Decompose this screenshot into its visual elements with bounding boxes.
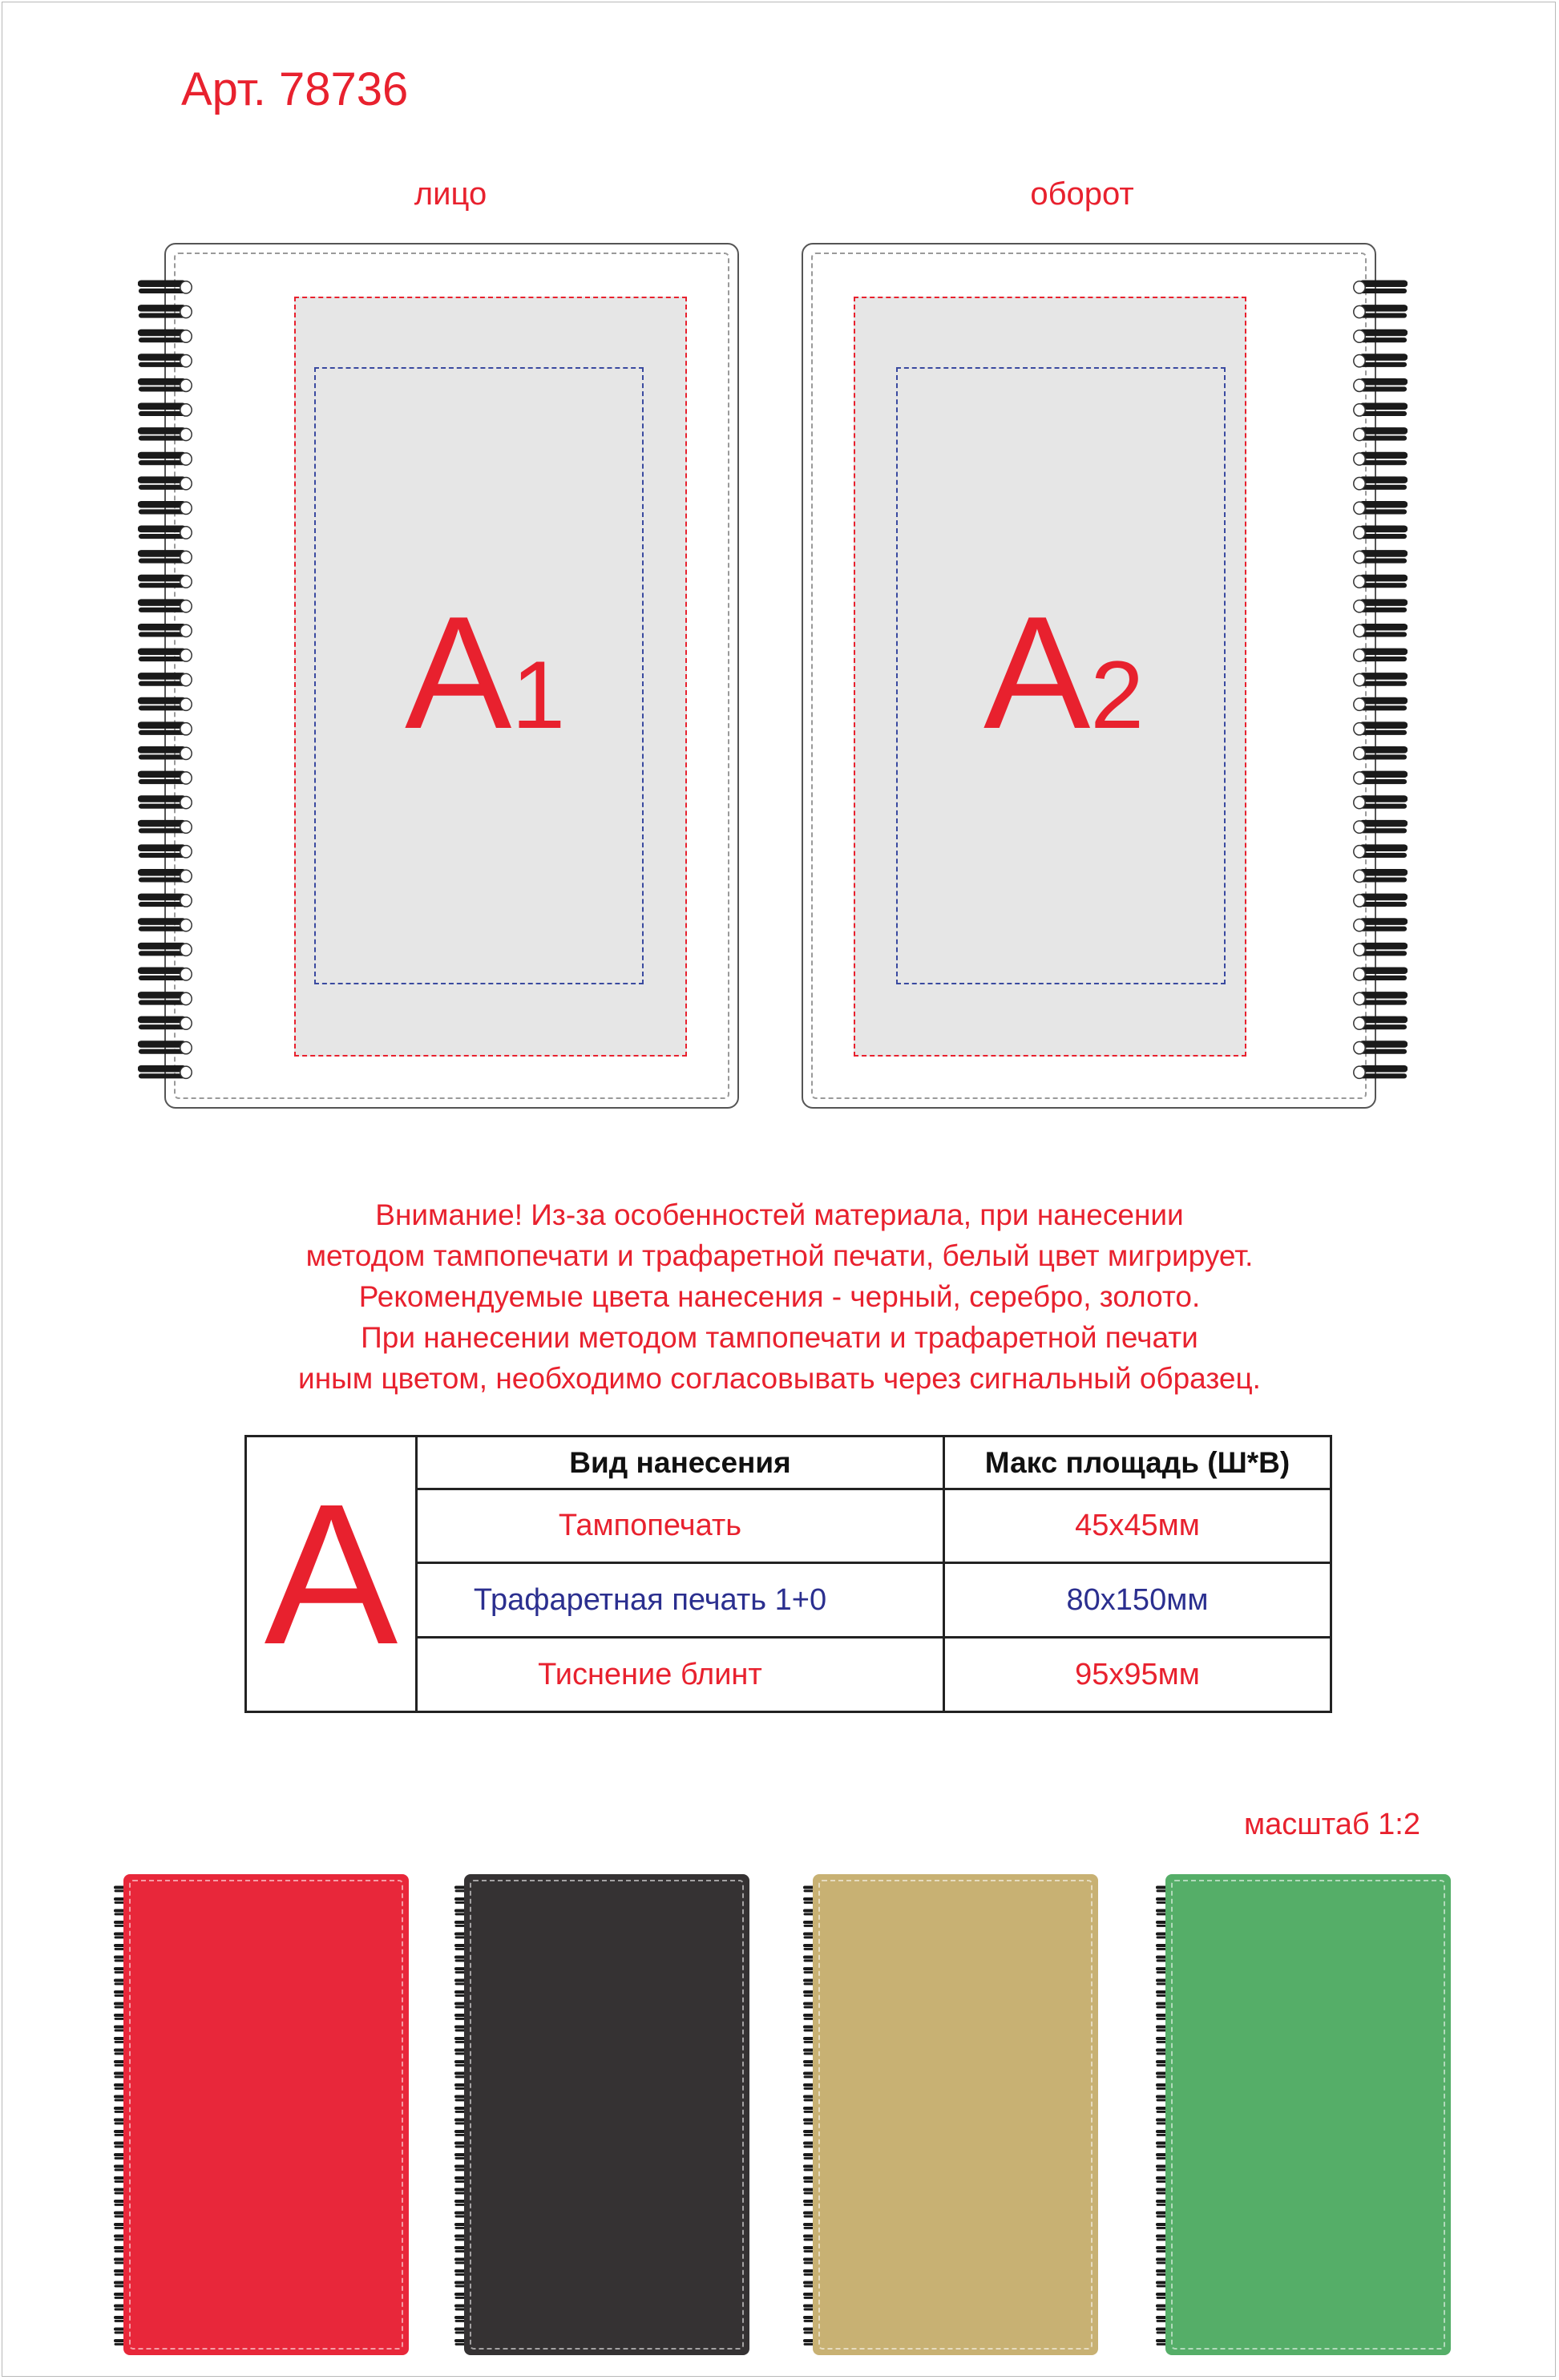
header-method: Вид нанесения bbox=[569, 1445, 791, 1479]
mini-cover-stitching bbox=[129, 1880, 403, 2350]
spiral-ring bbox=[1354, 1042, 1404, 1054]
spiral-ring bbox=[141, 576, 192, 588]
spiral-ring bbox=[1354, 453, 1404, 465]
zone-letter-cell bbox=[247, 1437, 415, 1711]
spiral-ring bbox=[141, 968, 192, 980]
article-title: Арт. 78736 bbox=[181, 63, 409, 115]
notice-line: иным цветом, необходимо согласовывать через сигнальный образец. bbox=[298, 1362, 1261, 1395]
notice-line: При нанесении методом тампопечати и трафаретной печати bbox=[361, 1321, 1198, 1354]
spiral-ring bbox=[141, 1017, 192, 1029]
method-cell: Тампопечать bbox=[558, 1509, 742, 1542]
spiral-ring bbox=[141, 453, 192, 465]
spiral-ring bbox=[141, 281, 192, 293]
spiral-ring bbox=[1354, 870, 1404, 882]
spiral-ring bbox=[141, 428, 192, 440]
spiral-ring bbox=[141, 551, 192, 563]
spiral-ring bbox=[1354, 649, 1404, 661]
spiral-ring bbox=[141, 305, 192, 317]
color-variant-kraft bbox=[802, 1874, 1098, 2355]
spiral-binding-front bbox=[138, 273, 202, 1082]
color-variant-black bbox=[453, 1874, 749, 2355]
spiral-ring bbox=[141, 1042, 192, 1054]
spiral-ring bbox=[1354, 1017, 1404, 1029]
spiral-ring bbox=[141, 478, 192, 490]
spiral-ring bbox=[1354, 478, 1404, 490]
spiral-binding-back bbox=[1343, 273, 1408, 1082]
color-variant-green bbox=[1154, 1874, 1451, 2355]
spiral-ring bbox=[1354, 305, 1404, 317]
back-view-label: оборот bbox=[1030, 176, 1134, 212]
scale-label: масштаб 1:2 bbox=[1244, 1808, 1421, 1841]
mini-cover-stitching bbox=[818, 1880, 1093, 2350]
spiral-ring bbox=[141, 772, 192, 784]
spiral-ring bbox=[1354, 992, 1404, 1004]
spiral-ring bbox=[141, 624, 192, 636]
spiral-ring bbox=[141, 600, 192, 612]
max-area-cell: 80x150мм bbox=[1066, 1582, 1209, 1617]
spiral-ring bbox=[1354, 723, 1404, 735]
method-cell: Тиснение блинт bbox=[538, 1657, 762, 1691]
spiral-ring bbox=[141, 723, 192, 735]
front-view-label: лицо bbox=[414, 176, 487, 212]
spiral-ring bbox=[1354, 796, 1404, 808]
spiral-ring bbox=[141, 404, 192, 416]
zone-a2-label: A2 bbox=[983, 584, 1145, 762]
spiral-ring bbox=[1354, 502, 1404, 514]
spiral-ring bbox=[1354, 846, 1404, 858]
spiral-ring bbox=[141, 527, 192, 539]
spiral-ring bbox=[1354, 747, 1404, 759]
spiral-ring bbox=[1354, 968, 1404, 980]
spiral-ring bbox=[141, 747, 192, 759]
spiral-coil-svg bbox=[138, 273, 202, 1082]
spiral-ring bbox=[1354, 600, 1404, 612]
spiral-ring bbox=[141, 649, 192, 661]
notice-line: Рекомендуемые цвета нанесения - черный, серебро, золото. bbox=[358, 1280, 1201, 1313]
spiral-ring bbox=[141, 895, 192, 907]
spiral-ring bbox=[1354, 895, 1404, 907]
mini-cover-stitching bbox=[1171, 1880, 1445, 2350]
spiral-ring bbox=[141, 919, 192, 931]
spiral-ring bbox=[1354, 698, 1404, 710]
notice-line: методом тампопечати и трафаретной печати, белый цвет мигрирует. bbox=[305, 1239, 1254, 1272]
mini-cover bbox=[123, 1874, 409, 2355]
color-variant-red bbox=[112, 1874, 409, 2355]
method-cell: Трафаретная печать 1+0 bbox=[473, 1582, 827, 1617]
spiral-ring bbox=[1354, 281, 1404, 293]
spiral-ring bbox=[1354, 1066, 1404, 1078]
spiral-ring bbox=[141, 992, 192, 1004]
spiral-ring bbox=[141, 796, 192, 808]
mini-cover bbox=[1165, 1874, 1451, 2355]
spiral-ring bbox=[1354, 551, 1404, 563]
spiral-ring bbox=[1354, 404, 1404, 416]
spiral-ring bbox=[141, 698, 192, 710]
mini-cover bbox=[813, 1874, 1098, 2355]
header-max-area: Макс площадь (Ш*В) bbox=[984, 1445, 1290, 1479]
spiral-ring bbox=[141, 502, 192, 514]
spiral-ring bbox=[1354, 919, 1404, 931]
spiral-ring bbox=[141, 846, 192, 858]
spiral-ring bbox=[1354, 624, 1404, 636]
spiral-ring bbox=[1354, 428, 1404, 440]
spiral-ring bbox=[141, 379, 192, 391]
mini-cover bbox=[464, 1874, 749, 2355]
spiral-ring bbox=[1354, 772, 1404, 784]
spiral-ring bbox=[1354, 330, 1404, 342]
spiral-ring bbox=[1354, 576, 1404, 588]
max-area-cell: 95x95мм bbox=[1075, 1657, 1200, 1691]
notice-line: Внимание! Из-за особенностей материала, при нанесении bbox=[375, 1198, 1184, 1231]
spiral-ring bbox=[1354, 355, 1404, 367]
spiral-ring bbox=[1354, 527, 1404, 539]
spiral-ring bbox=[1354, 379, 1404, 391]
spiral-ring bbox=[141, 330, 192, 342]
max-area-cell: 45x45мм bbox=[1075, 1509, 1200, 1542]
spiral-ring bbox=[141, 355, 192, 367]
material-notice bbox=[0, 1194, 1559, 1399]
spiral-ring bbox=[141, 821, 192, 833]
spiral-ring bbox=[1354, 821, 1404, 833]
spiral-coil-svg bbox=[1343, 273, 1408, 1082]
spiral-ring bbox=[141, 870, 192, 882]
spiral-ring bbox=[1354, 673, 1404, 685]
zone-letter: A bbox=[264, 1461, 398, 1686]
spiral-ring bbox=[141, 673, 192, 685]
print-methods-table bbox=[244, 1435, 1332, 1713]
mini-cover-stitching bbox=[470, 1880, 744, 2350]
zone-a1-label: A1 bbox=[405, 584, 566, 762]
spiral-ring bbox=[141, 1066, 192, 1078]
spiral-ring bbox=[1354, 944, 1404, 956]
spiral-ring bbox=[141, 944, 192, 956]
